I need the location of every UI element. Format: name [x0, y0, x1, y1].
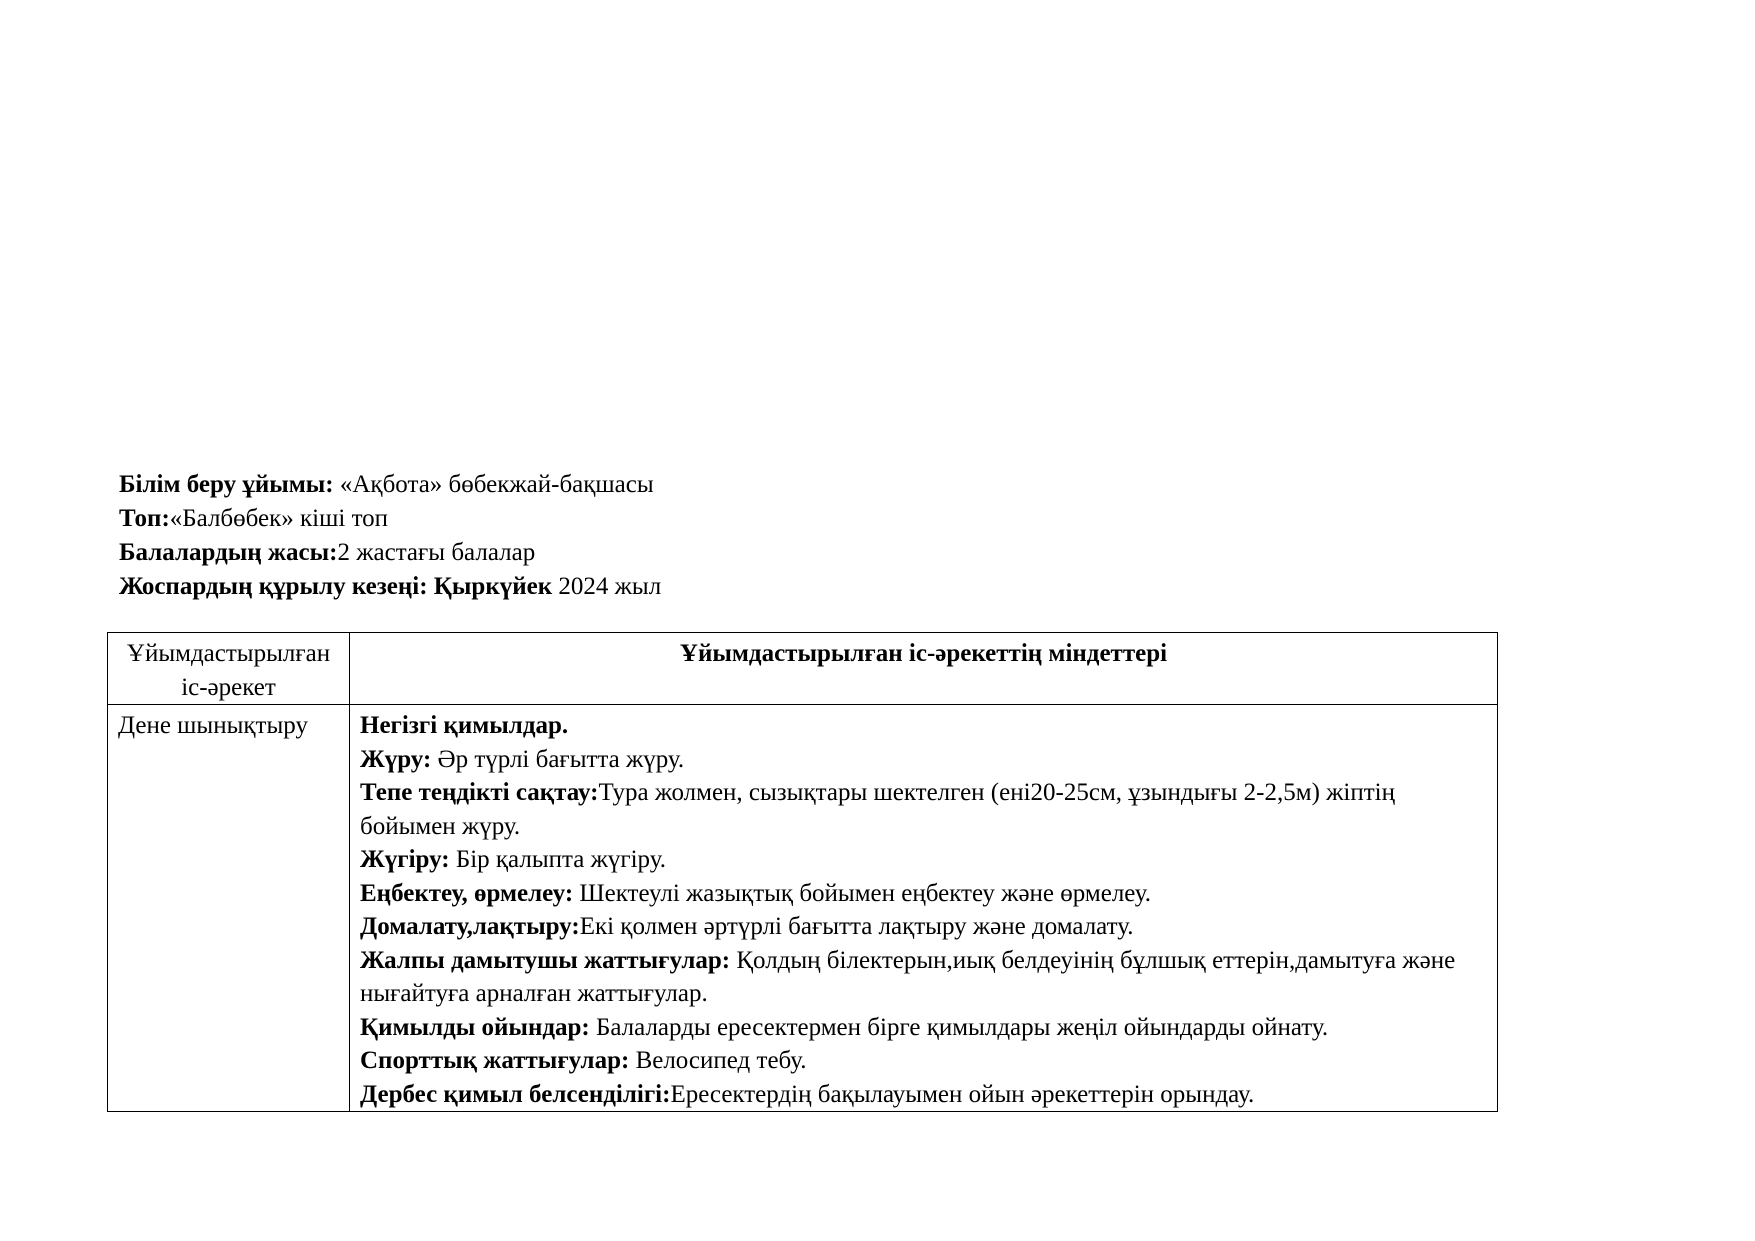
task-label: Еңбектеу, өрмелеу: [360, 879, 574, 907]
task-text: Тура жолмен, сызықтары шектелген (ені20-25см, ұзындығы 2-2,5м) жіптің бойымен жүру. [360, 779, 1395, 840]
task-item [360, 1078, 1487, 1112]
task-text: Бір қалыпта жүгіру. [449, 846, 666, 873]
task-item [360, 776, 1487, 843]
task-label: Домалату,лақтыру: [360, 913, 580, 940]
group-line [119, 502, 661, 536]
task-text: Велосипед тебу. [629, 1047, 807, 1074]
task-item [360, 843, 1487, 877]
task-text: Ересектердің бақылауымен ойын әрекеттерін орындау. [670, 1080, 1255, 1108]
organization-line [119, 468, 661, 502]
task-text: Қолдың білектерын,иық белдеуінің бұлшық еттерін,дамытуға және нығайтуға арналған жаттығулар. [360, 946, 1456, 1007]
group-value: «Балбөбек» кіші топ [169, 505, 389, 532]
period-value: 2024 жыл [552, 573, 662, 600]
activity-plan-table [107, 632, 1498, 1112]
table-row [108, 705, 1498, 1112]
task-item [360, 910, 1487, 944]
tasks-cell [350, 705, 1498, 1112]
task-label: Жүгіру: [360, 846, 450, 873]
task-item [360, 1011, 1487, 1045]
task-label: Спорттық жаттығулар: [360, 1047, 630, 1074]
task-item [360, 877, 1487, 911]
task-item [360, 944, 1487, 1011]
age-value: 2 жастағы балалар [337, 539, 536, 566]
task-text: Әр түрлі бағытта жүру. [431, 745, 685, 773]
period-line [119, 570, 661, 604]
age-line [119, 536, 661, 570]
task-text: Екі қолмен әртүрлі бағытта лақтыру және домалату. [579, 913, 1134, 940]
task-label: Негізгі қимылдар. [360, 712, 569, 739]
organization-value: «Ақбота» бөбекжай-бақшасы [333, 471, 654, 498]
organization-label: Білім беру ұйымы: [119, 471, 334, 498]
period-label: Жоспардың құрылу кезеңі: Қыркүйек [119, 573, 553, 600]
age-label: Балалардың жасы: [119, 539, 338, 566]
task-label: Қимылды ойындар: [360, 1013, 590, 1041]
task-label: Жалпы дамытушы жаттығулар: [360, 946, 731, 974]
tasks-column-header: Ұйымдастырылған іс-әрекеттің міндеттері [350, 633, 1498, 705]
activity-name-cell: Дене шынықтыру [108, 705, 350, 1112]
task-label: Жүру: [360, 745, 432, 773]
task-text: Шектеулі жазықтық бойымен еңбектеу және өрмелеу. [573, 879, 1152, 907]
task-label: Дербес қимыл белсенділігі: [360, 1080, 671, 1108]
task-item [360, 743, 1487, 777]
group-label: Топ: [119, 505, 170, 532]
task-text: Балаларды ересектермен бірге қимылдары жеңіл ойындарды ойнату. [589, 1013, 1329, 1041]
activity-column-header: Ұйымдастырылған іс-әрекет [108, 633, 350, 705]
task-item [360, 1044, 1487, 1078]
task-item [360, 709, 1487, 743]
task-label: Тепе теңдікті сақтау: [360, 779, 599, 806]
table-header-row [108, 633, 1498, 705]
document-header [119, 468, 661, 604]
